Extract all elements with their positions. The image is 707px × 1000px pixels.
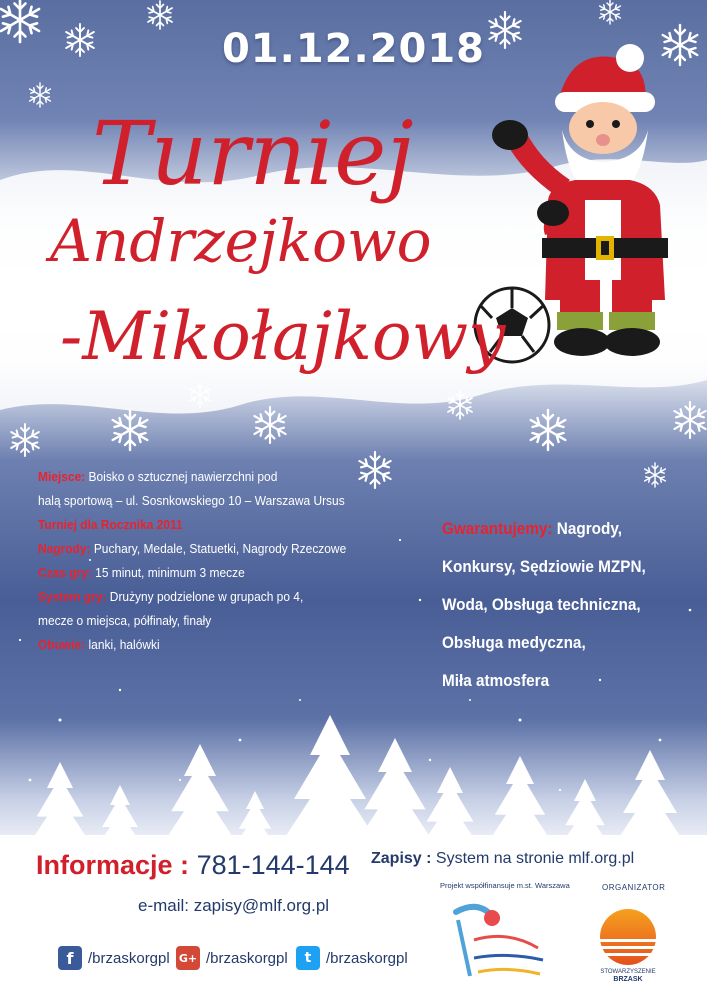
projekt-note: Projekt współfinansuje m.st. Warszawa (440, 881, 570, 890)
title-line-2: Andrzejkowo (50, 207, 432, 275)
miejsce-value-2: halą sportową – ul. Sosnkowskiego 10 – Warszawa Ursus (38, 493, 345, 508)
title-line-3: -Mikołajkowy (60, 298, 506, 375)
guarantee-line-1 (442, 510, 681, 548)
detail-system-cont (38, 609, 406, 633)
guarantee-line-3: Woda, Obsługa techniczna, (442, 595, 641, 614)
info-label: Informacje : (36, 850, 190, 880)
info-phone (36, 850, 350, 881)
miejsce-label: Miejsce: (38, 469, 86, 484)
event-details (38, 465, 406, 657)
system-label: System gry: (38, 589, 107, 604)
detail-obuwie (38, 633, 406, 657)
brzask-line-1: STOWARZYSZENIE (600, 969, 656, 975)
title-line-1: Turniej (92, 102, 414, 205)
guarantee-line1-rest: Nagrody, (556, 519, 622, 538)
email-link[interactable]: e-mail: zapisy@mlf.org.pl (138, 896, 330, 915)
guarantee-line-2: Konkursy, Sędziowie MZPN, (442, 557, 646, 576)
twitter-icon: t (296, 946, 320, 970)
zapisy-value[interactable]: System na stronie mlf.org.pl (435, 850, 635, 867)
google-plus-icon: G+ (176, 946, 200, 970)
system-value-2: mecze o miejsca, półfinały, finały (38, 613, 212, 628)
social-twitter[interactable] (296, 945, 408, 971)
social-facebook[interactable] (58, 945, 170, 971)
googleplus-handle[interactable]: /brzaskorgpl (206, 949, 288, 967)
nagrody-label: Nagrody: (38, 541, 91, 556)
facebook-icon: f (58, 946, 82, 970)
detail-system (38, 585, 406, 609)
facebook-handle[interactable]: /brzaskorgpl (88, 949, 170, 967)
guarantee-block (442, 510, 681, 700)
event-date: 01.12.2018 (221, 26, 486, 72)
rocznik-text: Turniej dla Rocznika 2011 (38, 517, 183, 532)
obuwie-value: lanki, halówki (88, 637, 160, 652)
nagrody-value: Puchary, Medale, Statuetki, Nagrody Rzeczowe (93, 541, 347, 556)
zapisy-info (371, 850, 634, 868)
social-googleplus[interactable] (176, 945, 288, 971)
detail-miejsce (38, 465, 406, 489)
detail-nagrody (38, 537, 406, 561)
czas-label: Czas gry: (38, 565, 92, 580)
system-value-1: Drużyny podzielone w grupach po 4, (109, 589, 304, 604)
detail-miejsce-cont (38, 489, 406, 513)
phone-number[interactable]: 781-144-144 (196, 850, 350, 880)
guarantee-label: Gwarantujemy: (442, 519, 553, 538)
twitter-handle[interactable]: /brzaskorgpl (326, 949, 408, 967)
guarantee-line-4: Obsługa medyczna, (442, 633, 586, 652)
obuwie-label: Obuwie: (38, 637, 86, 652)
detail-rocznik (38, 513, 406, 537)
zapisy-label: Zapisy : (371, 850, 432, 867)
czas-value: 15 minut, minimum 3 mecze (95, 565, 245, 580)
warsaw-sponsor-logo (448, 900, 548, 982)
organizator-label: ORGANIZATOR (602, 883, 666, 892)
brzask-line-2: BRZASK (613, 976, 643, 983)
guarantee-line-5: Miła atmosfera (442, 671, 550, 690)
miejsce-value-1: Boisko o sztucznej nawierzchni pod (88, 469, 278, 484)
brzask-organizer-logo (597, 905, 659, 985)
detail-czas (38, 561, 406, 585)
